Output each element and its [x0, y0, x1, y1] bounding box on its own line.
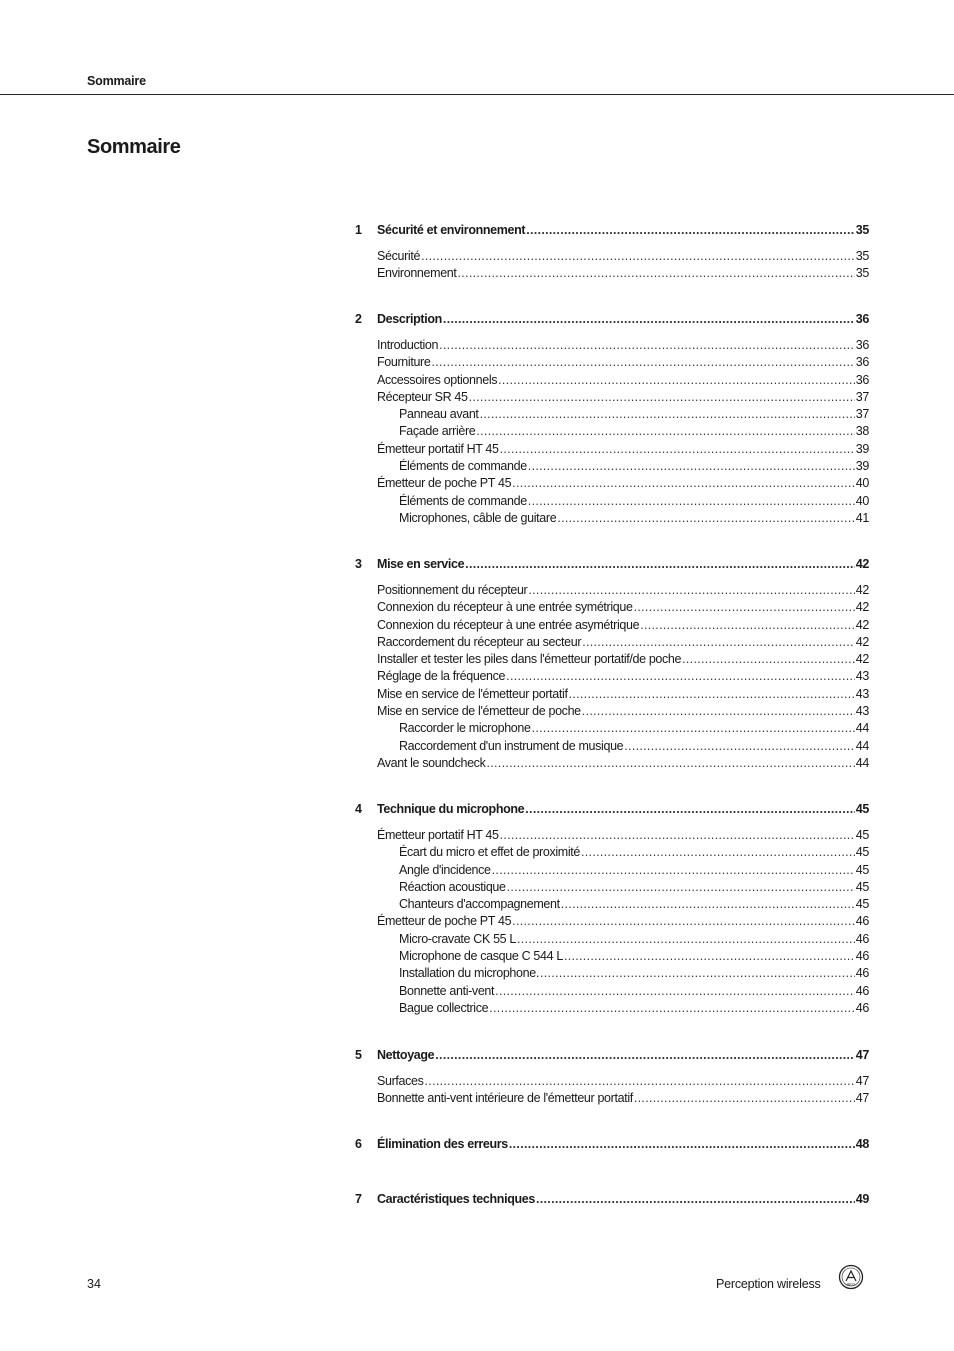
toc-chapter-entry[interactable] [355, 310, 869, 328]
toc-entry-label: Technique du microphone [377, 802, 525, 816]
logo-text: AKG [846, 1281, 856, 1287]
toc-entry-label: Nettoyage [377, 1048, 435, 1062]
toc-page-number: 45 [855, 845, 869, 860]
toc-page-number: 43 [855, 686, 869, 701]
toc-page-number: 46 [855, 949, 869, 964]
toc-dot-leader [569, 686, 855, 703]
toc-dot-leader [500, 827, 855, 844]
toc-page-number: 46 [855, 966, 869, 981]
toc-page-number: 47 [855, 1048, 869, 1062]
toc-page-number: 37 [855, 389, 869, 404]
toc-page-number: 35 [855, 249, 869, 263]
toc-entry[interactable] [355, 862, 869, 879]
toc-entry-label: Raccorder le microphone [399, 721, 531, 736]
toc-page-number: 46 [855, 931, 869, 946]
toc-dot-leader [582, 634, 855, 651]
toc-entry[interactable] [355, 1073, 869, 1090]
toc-page-number: 42 [855, 600, 869, 615]
toc-page-number: 39 [855, 459, 869, 474]
toc-page-number: 35 [855, 266, 869, 281]
toc-chapter-entry[interactable] [355, 1135, 869, 1153]
toc-page-number: 45 [855, 879, 869, 894]
toc-entry[interactable] [355, 755, 869, 772]
toc-page-number: 38 [855, 424, 869, 439]
toc-dot-leader [532, 720, 855, 737]
toc-entry[interactable] [355, 493, 869, 510]
toc-dot-leader [528, 582, 854, 599]
toc-page-number: 45 [855, 862, 869, 877]
toc-entry[interactable] [355, 337, 869, 354]
toc-entry[interactable] [355, 406, 869, 423]
toc-page-number: 43 [855, 704, 869, 719]
toc-chapter-number: 6 [355, 1137, 362, 1151]
toc-entry-label: Sécurité et environnement [377, 223, 526, 237]
toc-dot-leader [525, 800, 855, 818]
toc-dot-leader [492, 862, 855, 879]
toc-entry[interactable] [355, 354, 869, 371]
toc-page-number: 47 [855, 1091, 869, 1106]
toc-entry-label: Surfaces [377, 1074, 424, 1088]
toc-page-number: 36 [855, 355, 869, 370]
toc-entry-label: Émetteur de poche PT 45 [377, 914, 512, 929]
toc-dot-leader [528, 458, 855, 475]
toc-entry-label: Installer et tester les piles dans l'émetteur portatif/de poche [377, 652, 682, 667]
toc-dot-leader [500, 441, 855, 458]
toc-chapter-entry[interactable] [355, 1190, 869, 1208]
toc-dot-leader [425, 1073, 855, 1090]
toc-page-number: 43 [855, 669, 869, 684]
toc-dot-leader [526, 221, 855, 239]
toc-entry[interactable] [355, 668, 869, 685]
toc-entry[interactable] [355, 372, 869, 389]
toc-section-4 [355, 800, 869, 1017]
toc-entry-label: Chanteurs d'accompagnement [399, 897, 560, 912]
toc-dot-leader [512, 913, 855, 930]
toc-entry-label: Connexion du récepteur à une entrée asymétrique [377, 617, 640, 632]
toc-entry-label: Raccordement du récepteur au secteur [377, 634, 582, 649]
toc-page-number: 39 [855, 441, 869, 456]
toc-entry[interactable] [355, 965, 869, 982]
toc-dot-leader [469, 389, 855, 406]
toc-chapter-number: 7 [355, 1192, 362, 1206]
toc-dot-leader [506, 668, 855, 685]
toc-dot-leader [564, 948, 855, 965]
toc-entry-label: Façade arrière [399, 424, 476, 439]
toc-entry-label: Connexion du récepteur à une entrée symétrique [377, 600, 633, 615]
toc-entry[interactable] [355, 458, 869, 475]
toc-section-6 [355, 1135, 869, 1162]
toc-dot-leader [540, 965, 855, 982]
toc-dot-leader [640, 617, 855, 634]
toc-entry[interactable] [355, 686, 869, 703]
toc-dot-leader [536, 1190, 855, 1208]
toc-entry[interactable] [355, 599, 869, 616]
toc-entry[interactable] [355, 475, 869, 492]
toc-dot-leader [431, 354, 854, 371]
toc-entry-label: Microphones, câble de guitare [399, 510, 557, 525]
toc-entry[interactable] [355, 1090, 869, 1107]
page-number: 34 [87, 1277, 101, 1291]
toc-entry-label: Avant le soundcheck [377, 755, 486, 770]
toc-entry-label: Microphone de casque C 544 L [399, 949, 563, 964]
toc-dot-leader [486, 755, 854, 772]
toc-page-number: 46 [855, 1000, 869, 1015]
toc-entry[interactable] [355, 582, 869, 599]
toc-entry[interactable] [355, 248, 869, 265]
toc-page-number: 48 [855, 1137, 869, 1151]
toc-entry[interactable] [355, 703, 869, 720]
toc-page-number: 49 [855, 1192, 869, 1206]
toc-page-number: 44 [855, 738, 869, 753]
toc-page-number: 42 [855, 634, 869, 649]
toc-section-2 [355, 310, 869, 527]
toc-dot-leader [517, 931, 855, 948]
toc-page-number: 44 [855, 755, 869, 770]
toc-dot-leader [581, 844, 855, 861]
toc-dot-leader [507, 879, 855, 896]
toc-entry[interactable] [355, 896, 869, 913]
toc-dot-leader [682, 651, 855, 668]
toc-entry[interactable] [355, 617, 869, 634]
toc-dot-leader [465, 555, 855, 573]
toc-entry-label: Éléments de commande [399, 493, 527, 508]
toc-entry-label: Description [377, 312, 442, 326]
toc-section-7 [355, 1190, 869, 1217]
toc-page-number: 36 [855, 338, 869, 352]
toc-entry-label: Angle d'incidence [399, 862, 491, 877]
toc-page-number: 36 [855, 372, 869, 387]
table-of-contents [355, 0, 869, 1240]
toc-entry[interactable] [355, 389, 869, 406]
toc-page-number: 41 [855, 510, 869, 525]
toc-page-number: 42 [855, 557, 869, 571]
toc-entry-label: Micro-cravate CK 55 L [399, 931, 516, 946]
product-name: Perception wireless [716, 1277, 821, 1291]
toc-entry-label: Réglage de la fréquence [377, 669, 506, 684]
toc-dot-leader [443, 310, 855, 328]
toc-chapter-number: 1 [355, 223, 362, 237]
toc-section-5 [355, 1046, 869, 1108]
toc-entry-label: Installation du microphone. [399, 966, 539, 981]
toc-chapter-entry[interactable] [355, 800, 869, 818]
toc-page-number: 46 [855, 914, 869, 929]
toc-dot-leader [509, 1135, 855, 1153]
toc-dot-leader [528, 493, 855, 510]
toc-page-number: 42 [855, 652, 869, 667]
toc-dot-leader [489, 1000, 855, 1017]
toc-entry-label: Mise en service de l'émetteur de poche [377, 704, 581, 719]
toc-page-number: 35 [855, 223, 869, 237]
toc-dot-leader [498, 372, 855, 389]
toc-dot-leader [634, 599, 855, 616]
toc-entry[interactable] [355, 913, 869, 930]
running-header: Sommaire [87, 74, 146, 88]
toc-page-number: 44 [855, 721, 869, 736]
toc-entry[interactable] [355, 634, 869, 651]
toc-dot-leader [476, 423, 854, 440]
toc-chapter-number: 5 [355, 1048, 362, 1062]
toc-page-number: 36 [855, 312, 869, 326]
toc-entry-label: Raccordement d'un instrument de musique [399, 738, 624, 753]
toc-dot-leader [495, 983, 855, 1000]
toc-entry[interactable] [355, 510, 869, 527]
toc-chapter-number: 4 [355, 802, 362, 816]
toc-dot-leader [421, 248, 855, 265]
toc-chapter-entry[interactable] [355, 1046, 869, 1064]
toc-chapter-entry[interactable] [355, 555, 869, 573]
toc-dot-leader [634, 1090, 855, 1107]
toc-entry-label: Émetteur de poche PT 45 [377, 476, 512, 491]
toc-page-number: 42 [855, 617, 869, 632]
toc-entry-label: Panneau avant [399, 407, 479, 422]
toc-dot-leader [624, 738, 855, 755]
toc-entry[interactable] [355, 1000, 869, 1017]
toc-dot-leader [458, 265, 855, 282]
toc-entry-label: Introduction [377, 338, 439, 352]
toc-entry[interactable] [355, 423, 869, 440]
toc-dot-leader [582, 703, 855, 720]
toc-page-number: 47 [855, 1074, 869, 1088]
toc-entry-label: Récepteur SR 45 [377, 389, 468, 404]
toc-entry-label: Mise en service [377, 557, 465, 571]
toc-entry[interactable] [355, 827, 869, 844]
toc-dot-leader [512, 475, 855, 492]
toc-chapter-entry[interactable] [355, 221, 869, 239]
toc-page-number: 45 [855, 897, 869, 912]
toc-entry-label: Environnement [377, 266, 457, 281]
toc-entry-label: Positionnement du récepteur [377, 583, 528, 597]
toc-dot-leader [435, 1046, 855, 1064]
toc-entry-label: Écart du micro et effet de proximité [399, 845, 581, 860]
toc-entry[interactable] [355, 720, 869, 737]
toc-entry[interactable] [355, 948, 869, 965]
toc-dot-leader [557, 510, 854, 527]
toc-page-number: 42 [855, 583, 869, 597]
toc-entry[interactable] [355, 265, 869, 282]
toc-entry-label: Fourniture [377, 355, 431, 370]
page-title: Sommaire [87, 136, 181, 158]
toc-entry-label: Caractéristiques techniques [377, 1192, 535, 1206]
toc-section-3 [355, 555, 869, 772]
toc-entry[interactable] [355, 931, 869, 948]
toc-entry-label: Mise en service de l'émetteur portatif [377, 686, 568, 701]
toc-page-number: 46 [855, 983, 869, 998]
toc-entry-label: Réaction acoustique [399, 879, 506, 894]
toc-dot-leader [561, 896, 855, 913]
toc-page-number: 45 [855, 802, 869, 816]
toc-entry-label: Bague collectrice [399, 1000, 489, 1015]
toc-entry-label: Bonnette anti-vent intérieure de l'émetteur portatif [377, 1091, 633, 1106]
toc-entry[interactable] [355, 983, 869, 1000]
toc-entry-label: Sécurité [377, 249, 421, 263]
toc-entry[interactable] [355, 441, 869, 458]
toc-chapter-number: 2 [355, 312, 362, 326]
toc-section-1 [355, 221, 869, 283]
toc-entry-label: Émetteur portatif HT 45 [377, 828, 499, 842]
toc-entry[interactable] [355, 879, 869, 896]
toc-entry[interactable] [355, 738, 869, 755]
toc-page-number: 37 [855, 407, 869, 422]
akg-logo-icon [838, 1264, 864, 1290]
toc-entry-label: Éléments de commande [399, 459, 527, 474]
toc-page-number: 40 [855, 493, 869, 508]
toc-dot-leader [480, 406, 855, 423]
toc-chapter-number: 3 [355, 557, 362, 571]
toc-entry-label: Émetteur portatif HT 45 [377, 441, 499, 456]
toc-entry[interactable] [355, 651, 869, 668]
toc-entry-label: Accessoires optionnels [377, 372, 498, 387]
toc-entry[interactable] [355, 844, 869, 861]
toc-entry-label: Élimination des erreurs [377, 1137, 508, 1151]
toc-dot-leader [439, 337, 855, 354]
toc-entry-label: Bonnette anti-vent [399, 983, 495, 998]
toc-page-number: 45 [855, 828, 869, 842]
toc-page-number: 40 [855, 476, 869, 491]
